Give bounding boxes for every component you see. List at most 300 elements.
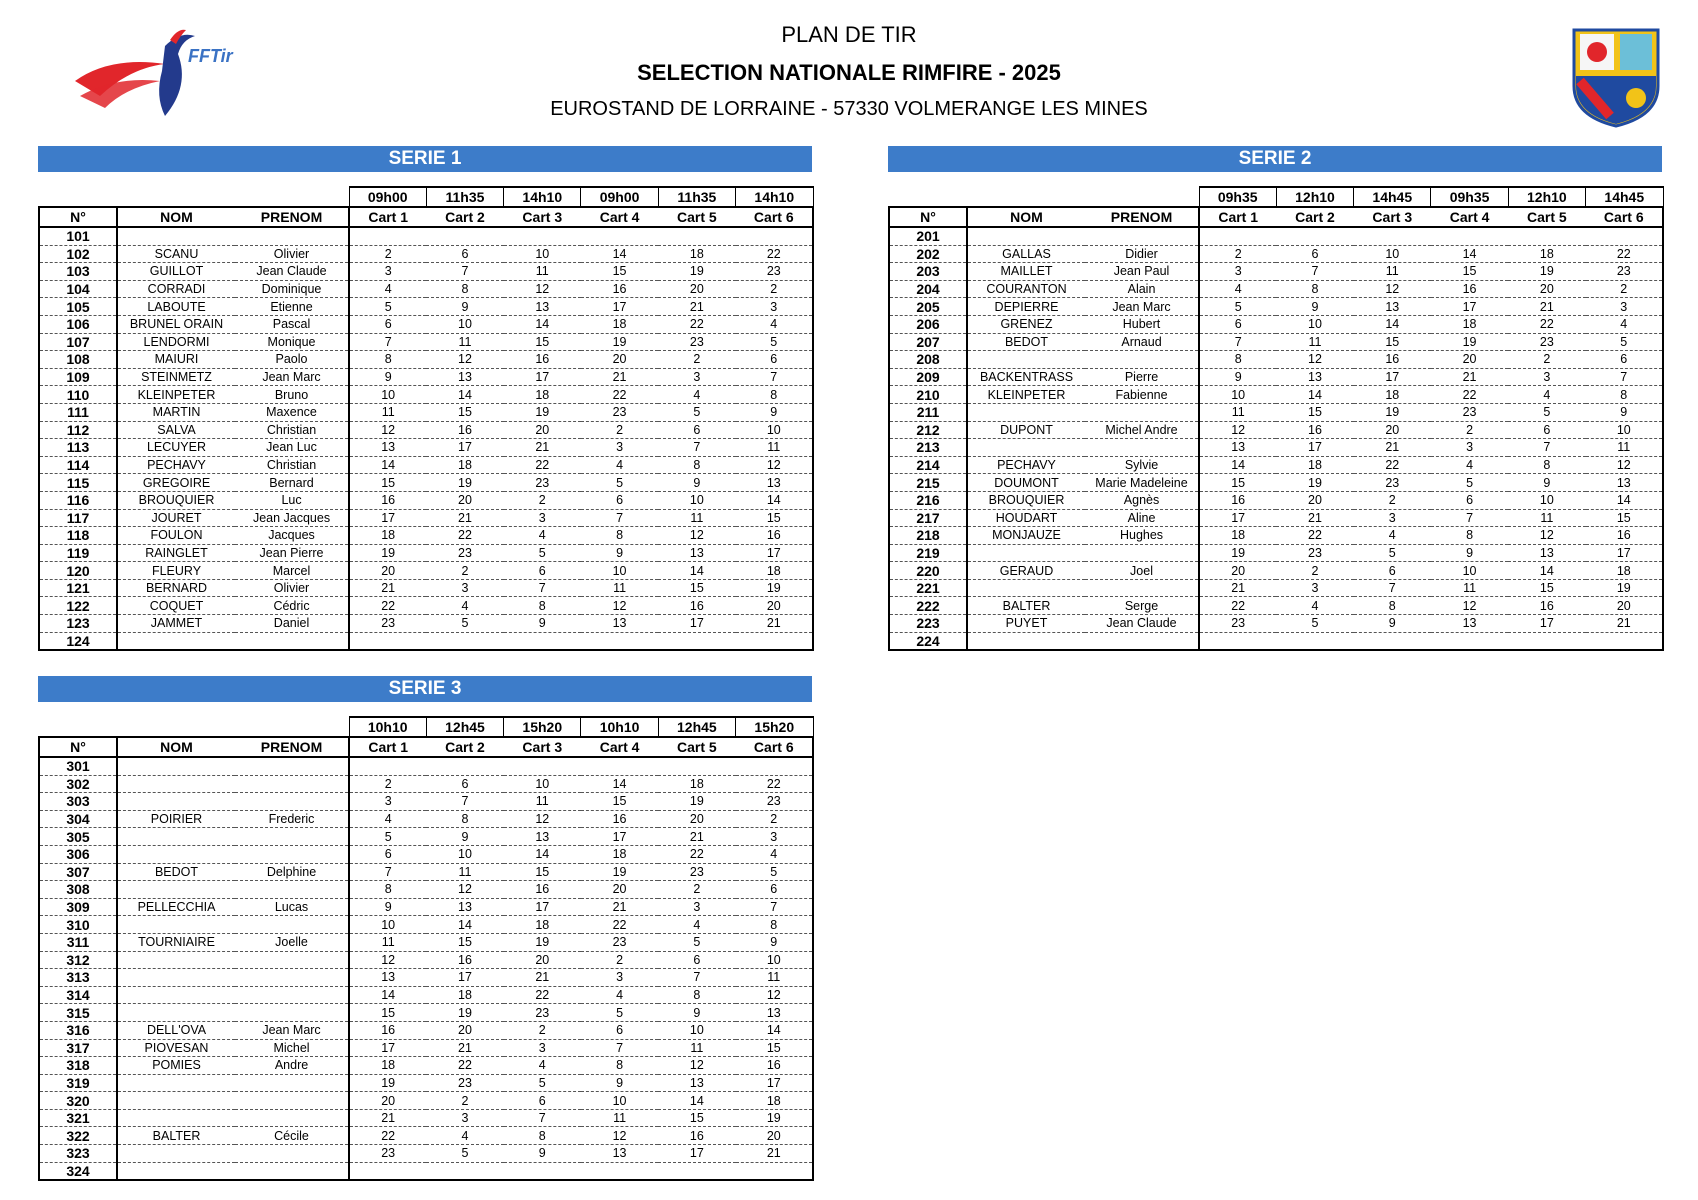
time-slot-4: 09h00 xyxy=(581,187,658,207)
cart-5-post: 18 xyxy=(658,775,735,793)
cart-5-post: 5 xyxy=(1508,403,1585,421)
cart-3-post: 5 xyxy=(1354,544,1431,562)
shooter-nom xyxy=(117,986,235,1004)
cart-4-post: 21 xyxy=(581,368,658,386)
shooter-number: 217 xyxy=(889,509,967,527)
table-row xyxy=(39,775,813,793)
cart-6-post: 15 xyxy=(736,1039,814,1057)
cart-2-post: 20 xyxy=(1276,491,1353,509)
time-header-blank xyxy=(39,717,349,737)
cart-3-post: 3 xyxy=(504,509,581,527)
cart-6-post: 11 xyxy=(736,969,814,987)
table-row xyxy=(39,280,813,298)
shooter-nom: LENDORMI xyxy=(117,333,235,351)
cart-3-post: 23 xyxy=(504,474,581,492)
shooter-number: 312 xyxy=(39,951,117,969)
shooter-prenom xyxy=(235,916,349,934)
cart-2-post: 11 xyxy=(426,333,503,351)
shooter-nom: POMIES xyxy=(117,1057,235,1075)
cart-1-post: 6 xyxy=(1199,315,1276,333)
shooter-prenom: Sylvie xyxy=(1085,456,1199,474)
shooter-prenom: Olivier xyxy=(235,579,349,597)
cart-4-post xyxy=(581,1162,658,1180)
shooter-number: 116 xyxy=(39,491,117,509)
cart-6-post: 6 xyxy=(736,881,814,899)
cart-3-post: 10 xyxy=(504,245,581,263)
cart-5-post: 21 xyxy=(658,828,735,846)
shooter-nom xyxy=(117,1145,235,1163)
cart-2-post: 6 xyxy=(426,245,503,263)
cart-2-post: 13 xyxy=(1276,368,1353,386)
cart-4-post: 22 xyxy=(1431,386,1508,404)
shooter-number: 213 xyxy=(889,439,967,457)
cart-4-post: 21 xyxy=(581,898,658,916)
shooter-prenom: Hughes xyxy=(1085,527,1199,545)
header-cart-4: Cart 4 xyxy=(581,737,658,757)
cart-4-post: 20 xyxy=(581,351,658,369)
cart-6-post: 6 xyxy=(736,351,814,369)
shooter-number: 204 xyxy=(889,280,967,298)
shooter-nom: BROUQUIER xyxy=(117,491,235,509)
cart-6-post xyxy=(736,1162,814,1180)
cart-2-post: 6 xyxy=(1276,245,1353,263)
cart-3-post: 18 xyxy=(504,916,581,934)
cart-3-post: 19 xyxy=(504,933,581,951)
shooter-nom xyxy=(967,579,1085,597)
cart-5-post: 22 xyxy=(658,315,735,333)
cart-5-post: 19 xyxy=(1508,263,1585,281)
table-row xyxy=(889,597,1663,615)
shooter-number: 122 xyxy=(39,597,117,615)
cart-5-post xyxy=(658,632,735,650)
shooter-number: 315 xyxy=(39,1004,117,1022)
cart-3-post: 13 xyxy=(504,828,581,846)
table-row xyxy=(39,439,813,457)
shooter-nom xyxy=(117,969,235,987)
table-row xyxy=(39,828,813,846)
cart-3-post xyxy=(504,1162,581,1180)
table-row xyxy=(39,1074,813,1092)
column-header-row xyxy=(39,737,813,757)
cart-5-post: 14 xyxy=(658,1092,735,1110)
cart-6-post: 8 xyxy=(736,916,814,934)
cart-1-post: 15 xyxy=(349,474,426,492)
cart-6-post: 23 xyxy=(736,263,814,281)
cart-3-post: 18 xyxy=(504,386,581,404)
cart-1-post: 3 xyxy=(349,793,426,811)
cart-4-post xyxy=(1431,632,1508,650)
cart-6-post: 19 xyxy=(736,579,814,597)
shooter-prenom: Joel xyxy=(1085,562,1199,580)
shooter-prenom: Olivier xyxy=(235,245,349,263)
table-row xyxy=(39,1127,813,1145)
shooter-number: 308 xyxy=(39,881,117,899)
cart-5-post: 3 xyxy=(658,898,735,916)
cart-3-post: 5 xyxy=(504,1074,581,1092)
cart-3-post: 14 xyxy=(504,845,581,863)
cart-6-post: 13 xyxy=(736,1004,814,1022)
shooter-nom: LECUYER xyxy=(117,439,235,457)
table-row xyxy=(39,386,813,404)
shooter-prenom xyxy=(235,775,349,793)
serie-1-table xyxy=(38,186,814,651)
cart-5-post: 23 xyxy=(658,333,735,351)
time-slot-6: 15h20 xyxy=(736,717,814,737)
page-subtitle-location: EUROSTAND DE LORRAINE - 57330 VOLMERANGE LES MINES xyxy=(550,98,1148,120)
cart-4-post: 6 xyxy=(581,491,658,509)
header-cart-2: Cart 2 xyxy=(426,737,503,757)
cart-5-post: 5 xyxy=(658,403,735,421)
shooter-number: 212 xyxy=(889,421,967,439)
table-row xyxy=(889,298,1663,316)
cart-1-post: 11 xyxy=(349,403,426,421)
cart-6-post: 7 xyxy=(1586,368,1664,386)
cart-4-post: 17 xyxy=(581,298,658,316)
cart-3-post: 21 xyxy=(1354,439,1431,457)
cart-6-post xyxy=(736,227,814,245)
shooter-number: 115 xyxy=(39,474,117,492)
shooter-prenom: Jean Paul xyxy=(1085,263,1199,281)
cart-4-post: 15 xyxy=(1431,263,1508,281)
table-row xyxy=(889,491,1663,509)
cart-5-post: 4 xyxy=(1508,386,1585,404)
shooter-prenom: Jean Pierre xyxy=(235,544,349,562)
cart-4-post: 23 xyxy=(581,403,658,421)
cart-5-post: 2 xyxy=(658,351,735,369)
cart-1-post: 13 xyxy=(1199,439,1276,457)
shooter-nom: TOURNIAIRE xyxy=(117,933,235,951)
cart-5-post xyxy=(658,227,735,245)
cart-1-post: 18 xyxy=(349,527,426,545)
shooter-prenom: Andre xyxy=(235,1057,349,1075)
cart-1-post: 16 xyxy=(349,1021,426,1039)
cart-6-post: 6 xyxy=(1586,351,1664,369)
shooter-prenom xyxy=(235,1109,349,1127)
cart-1-post: 23 xyxy=(1199,615,1276,633)
cart-6-post: 13 xyxy=(1586,474,1664,492)
cart-6-post: 4 xyxy=(1586,315,1664,333)
shooter-nom xyxy=(117,951,235,969)
cart-5-post: 3 xyxy=(658,368,735,386)
cart-4-post: 14 xyxy=(581,245,658,263)
cart-3-post: 9 xyxy=(1354,615,1431,633)
cart-2-post: 10 xyxy=(1276,315,1353,333)
cart-4-post: 19 xyxy=(581,333,658,351)
shooter-prenom xyxy=(1085,439,1199,457)
shooter-prenom: Lucas xyxy=(235,898,349,916)
cart-4-post: 19 xyxy=(1431,333,1508,351)
shooter-number: 302 xyxy=(39,775,117,793)
cart-5-post: 17 xyxy=(1508,615,1585,633)
cart-4-post: 2 xyxy=(581,421,658,439)
cart-1-post: 4 xyxy=(1199,280,1276,298)
cart-3-post: 4 xyxy=(504,527,581,545)
shooter-prenom: Jean Marc xyxy=(235,1021,349,1039)
cart-2-post: 12 xyxy=(426,881,503,899)
shooter-prenom xyxy=(235,227,349,245)
cart-4-post: 13 xyxy=(1431,615,1508,633)
cart-5-post: 12 xyxy=(1508,527,1585,545)
cart-6-post: 10 xyxy=(736,421,814,439)
cart-5-post: 9 xyxy=(1508,474,1585,492)
cart-4-post: 4 xyxy=(1431,456,1508,474)
cart-3-post: 8 xyxy=(504,1127,581,1145)
cart-5-post: 22 xyxy=(658,845,735,863)
table-row xyxy=(889,421,1663,439)
shooter-prenom xyxy=(235,1145,349,1163)
cart-1-post: 12 xyxy=(349,421,426,439)
shooter-number: 208 xyxy=(889,351,967,369)
cart-3-post: 14 xyxy=(1354,315,1431,333)
shooter-nom: PIOVESAN xyxy=(117,1039,235,1057)
table-row xyxy=(39,1162,813,1180)
shooter-number: 111 xyxy=(39,403,117,421)
shooter-prenom xyxy=(235,1162,349,1180)
cart-6-post: 5 xyxy=(736,863,814,881)
cart-4-post: 10 xyxy=(581,562,658,580)
cart-6-post xyxy=(1586,632,1664,650)
cart-2-post: 16 xyxy=(426,951,503,969)
cart-3-post: 17 xyxy=(1354,368,1431,386)
table-row xyxy=(889,351,1663,369)
shooter-nom xyxy=(117,845,235,863)
cart-3-post: 17 xyxy=(504,368,581,386)
cart-4-post: 4 xyxy=(581,456,658,474)
shooter-prenom xyxy=(235,1092,349,1110)
time-slot-6: 14h45 xyxy=(1586,187,1664,207)
cart-1-post xyxy=(349,632,426,650)
cart-5-post xyxy=(658,1162,735,1180)
cart-1-post: 18 xyxy=(349,1057,426,1075)
table-row xyxy=(39,333,813,351)
shooter-number: 211 xyxy=(889,403,967,421)
cart-5-post: 19 xyxy=(658,793,735,811)
cart-1-post xyxy=(349,227,426,245)
cart-3-post: 8 xyxy=(1354,597,1431,615)
shooter-prenom xyxy=(235,881,349,899)
table-row xyxy=(39,986,813,1004)
shooter-nom: COQUET xyxy=(117,597,235,615)
shooter-number: 322 xyxy=(39,1127,117,1145)
cart-3-post: 15 xyxy=(1354,333,1431,351)
cart-6-post: 5 xyxy=(1586,333,1664,351)
cart-5-post xyxy=(1508,632,1585,650)
cart-6-post: 11 xyxy=(1586,439,1664,457)
shooter-number: 206 xyxy=(889,315,967,333)
shooter-prenom: Fabienne xyxy=(1085,386,1199,404)
cart-4-post xyxy=(581,632,658,650)
cart-3-post: 6 xyxy=(504,1092,581,1110)
cart-4-post: 9 xyxy=(1431,544,1508,562)
header-nom: NOM xyxy=(117,207,235,227)
cart-6-post: 12 xyxy=(1586,456,1664,474)
cart-2-post: 9 xyxy=(426,298,503,316)
shooter-number: 118 xyxy=(39,527,117,545)
table-row xyxy=(889,632,1663,650)
cart-4-post: 6 xyxy=(1431,491,1508,509)
time-header-blank xyxy=(39,187,349,207)
cart-6-post: 7 xyxy=(736,368,814,386)
cart-2-post: 22 xyxy=(426,1057,503,1075)
shooter-number: 205 xyxy=(889,298,967,316)
cart-5-post: 4 xyxy=(658,916,735,934)
shooter-nom xyxy=(967,351,1085,369)
cart-5-post: 10 xyxy=(658,1021,735,1039)
cart-6-post xyxy=(736,757,814,775)
table-row xyxy=(39,509,813,527)
cart-2-post: 7 xyxy=(426,263,503,281)
cart-5-post: 9 xyxy=(658,474,735,492)
cart-2-post: 2 xyxy=(1276,562,1353,580)
cart-6-post: 21 xyxy=(1586,615,1664,633)
cart-3-post: 2 xyxy=(504,1021,581,1039)
cart-5-post xyxy=(658,757,735,775)
cart-2-post: 6 xyxy=(426,775,503,793)
table-row xyxy=(39,491,813,509)
shooter-number: 303 xyxy=(39,793,117,811)
shooter-prenom: Paolo xyxy=(235,351,349,369)
cart-5-post: 13 xyxy=(658,544,735,562)
table-row xyxy=(889,368,1663,386)
table-row xyxy=(889,439,1663,457)
cart-6-post: 4 xyxy=(736,315,814,333)
shooter-prenom: Jean Marc xyxy=(1085,298,1199,316)
cart-3-post xyxy=(504,227,581,245)
cart-1-post: 4 xyxy=(349,280,426,298)
header-cart-2: Cart 2 xyxy=(426,207,503,227)
table-row xyxy=(889,474,1663,492)
cart-5-post: 13 xyxy=(658,1074,735,1092)
shooter-prenom: Jean Claude xyxy=(1085,615,1199,633)
shooter-nom: GERAUD xyxy=(967,562,1085,580)
shooter-nom xyxy=(117,227,235,245)
cart-5-post: 8 xyxy=(1508,456,1585,474)
cart-3-post: 12 xyxy=(504,810,581,828)
cart-3-post: 21 xyxy=(504,439,581,457)
shooter-prenom xyxy=(1085,227,1199,245)
cart-4-post: 18 xyxy=(581,845,658,863)
cart-4-post xyxy=(1431,227,1508,245)
cart-2-post: 8 xyxy=(1276,280,1353,298)
serie-2-title: SERIE 2 xyxy=(888,146,1662,172)
cart-2-post: 22 xyxy=(1276,527,1353,545)
cart-4-post: 8 xyxy=(581,527,658,545)
cart-3-post: 16 xyxy=(504,881,581,899)
time-slot-4: 10h10 xyxy=(581,717,658,737)
cart-3-post: 6 xyxy=(1354,562,1431,580)
shooter-prenom: Joelle xyxy=(235,933,349,951)
shooter-nom: DOUMONT xyxy=(967,474,1085,492)
cart-5-post: 16 xyxy=(658,597,735,615)
shooter-number: 110 xyxy=(39,386,117,404)
shooter-number: 201 xyxy=(889,227,967,245)
cart-1-post: 9 xyxy=(349,898,426,916)
table-row xyxy=(39,562,813,580)
shooter-number: 215 xyxy=(889,474,967,492)
header-cart-1: Cart 1 xyxy=(349,207,426,227)
cart-6-post: 18 xyxy=(1586,562,1664,580)
header-cart-5: Cart 5 xyxy=(1508,207,1585,227)
cart-3-post: 20 xyxy=(504,951,581,969)
shooter-number: 109 xyxy=(39,368,117,386)
cart-1-post: 19 xyxy=(349,1074,426,1092)
header-cart-3: Cart 3 xyxy=(1354,207,1431,227)
cart-2-post: 16 xyxy=(426,421,503,439)
cart-5-post: 15 xyxy=(658,579,735,597)
shooter-number: 113 xyxy=(39,439,117,457)
time-header-row xyxy=(39,717,813,737)
cart-2-post xyxy=(1276,632,1353,650)
cart-2-post: 20 xyxy=(426,1021,503,1039)
shooter-number: 323 xyxy=(39,1145,117,1163)
cart-3-post: 10 xyxy=(504,775,581,793)
cart-6-post: 13 xyxy=(736,474,814,492)
shooter-nom: BRUNEL ORAIN xyxy=(117,315,235,333)
shooter-nom: BEDOT xyxy=(117,863,235,881)
cart-2-post: 17 xyxy=(426,439,503,457)
cart-4-post: 15 xyxy=(581,263,658,281)
cart-1-post: 20 xyxy=(349,1092,426,1110)
cart-2-post: 21 xyxy=(426,509,503,527)
cart-5-post: 16 xyxy=(1508,597,1585,615)
cart-4-post: 3 xyxy=(581,439,658,457)
header-prenom: PRENOM xyxy=(235,207,349,227)
cart-6-post: 10 xyxy=(1586,421,1664,439)
cart-3-post: 14 xyxy=(504,315,581,333)
cart-4-post: 22 xyxy=(581,916,658,934)
shooter-nom: MARTIN xyxy=(117,403,235,421)
cart-5-post: 12 xyxy=(658,1057,735,1075)
shooter-prenom: Agnès xyxy=(1085,491,1199,509)
cart-1-post: 12 xyxy=(1199,421,1276,439)
cart-2-post: 21 xyxy=(1276,509,1353,527)
shooter-prenom: Michel Andre xyxy=(1085,421,1199,439)
cart-3-post: 4 xyxy=(1354,527,1431,545)
shooter-prenom: Michel xyxy=(235,1039,349,1057)
cart-2-post xyxy=(1276,227,1353,245)
shooter-number: 202 xyxy=(889,245,967,263)
cart-4-post: 15 xyxy=(581,793,658,811)
cart-4-post: 18 xyxy=(581,315,658,333)
cart-3-post: 4 xyxy=(504,1057,581,1075)
table-row xyxy=(39,916,813,934)
shooter-nom: FOULON xyxy=(117,527,235,545)
cart-1-post: 16 xyxy=(349,491,426,509)
table-row xyxy=(39,863,813,881)
cart-5-post: 14 xyxy=(658,562,735,580)
shooter-prenom: Cécile xyxy=(235,1127,349,1145)
cart-5-post: 10 xyxy=(1508,491,1585,509)
header-cart-3: Cart 3 xyxy=(504,207,581,227)
cart-6-post: 22 xyxy=(736,775,814,793)
header-cart-1: Cart 1 xyxy=(1199,207,1276,227)
cart-2-post: 22 xyxy=(426,527,503,545)
time-slot-3: 15h20 xyxy=(504,717,581,737)
cart-4-post: 5 xyxy=(581,474,658,492)
header-prenom: PRENOM xyxy=(235,737,349,757)
shooter-number: 310 xyxy=(39,916,117,934)
cart-6-post: 19 xyxy=(736,1109,814,1127)
cart-3-post: 23 xyxy=(1354,474,1431,492)
cart-5-post: 20 xyxy=(658,810,735,828)
shooter-prenom xyxy=(235,1074,349,1092)
cart-1-post: 21 xyxy=(349,1109,426,1127)
shooter-prenom xyxy=(235,845,349,863)
cart-3-post: 22 xyxy=(1354,456,1431,474)
cart-2-post: 20 xyxy=(426,491,503,509)
shooter-nom xyxy=(117,1004,235,1022)
cart-1-post xyxy=(1199,227,1276,245)
